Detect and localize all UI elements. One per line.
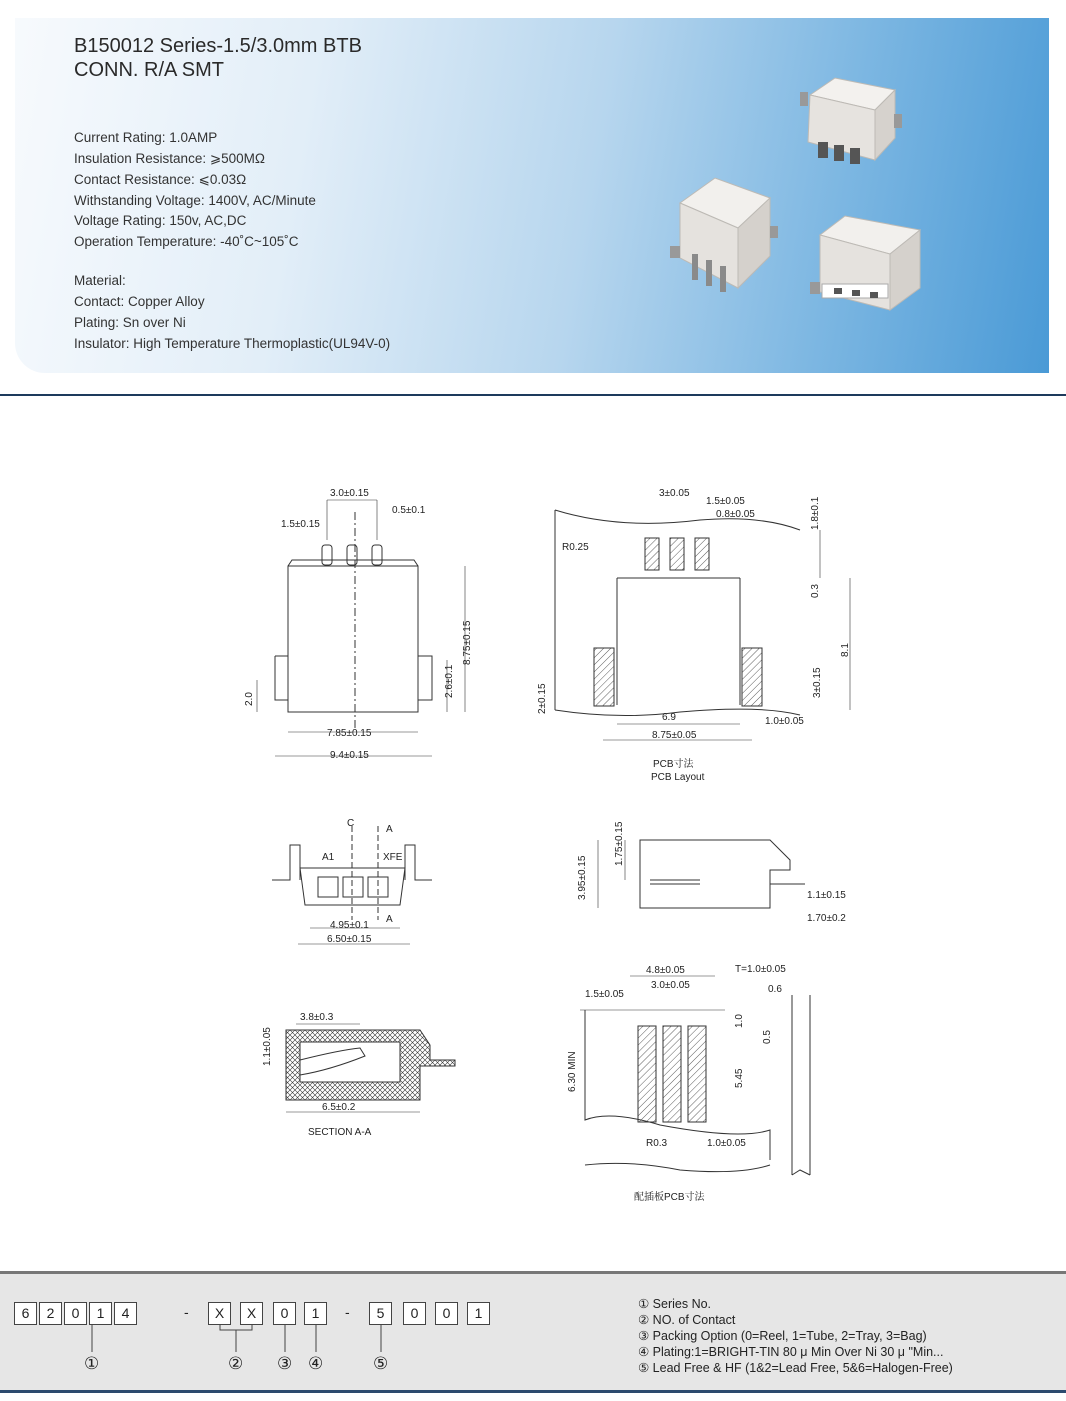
dim-label: 0.6 — [768, 984, 782, 995]
spec-insulation: Insulation Resistance: ⩾500MΩ — [74, 151, 265, 166]
material-contact: Contact: Copper Alloy — [74, 294, 205, 309]
spec-withstanding: Withstanding Voltage: 1400V, AC/Minute — [74, 193, 316, 208]
pn-digit: 2 — [39, 1302, 62, 1325]
dim-label: 1.0±0.05 — [765, 716, 804, 727]
legend-item: ⑤ Lead Free & HF (1&2=Lead Free, 5&6=Halogen-Free) — [638, 1361, 953, 1375]
pn-digit: 6 — [14, 1302, 37, 1325]
dim-label: 1.70±0.2 — [807, 913, 846, 924]
legend-item: ① Series No. — [638, 1297, 712, 1311]
pn-digit: 0 — [403, 1302, 426, 1325]
dim-label: 3.95±0.15 — [577, 855, 588, 900]
dim-label: 9.4±0.15 — [330, 750, 369, 761]
dim-label: 4.95±0.1 — [330, 920, 369, 931]
spec-current: Current Rating: 1.0AMP — [74, 130, 218, 145]
dim-label: 5.45 — [734, 1068, 745, 1088]
dim-label: 1.1±0.05 — [262, 1027, 273, 1066]
dim-label: 0.5±0.1 — [392, 505, 426, 516]
dim-label: XFE — [383, 852, 403, 863]
dim-label: 3±0.05 — [659, 488, 690, 499]
dim-label: 1.0±0.05 — [707, 1138, 746, 1149]
pn-digit: 1 — [89, 1302, 112, 1325]
product-title: B150012 Series-1.5/3.0mm BTB CONN. R/A SMT — [74, 35, 362, 81]
part-number-panel — [0, 1271, 1066, 1393]
dim-label: 1.5±0.15 — [281, 519, 320, 530]
pn-dash: - — [345, 1304, 350, 1320]
dim-label: R0.3 — [646, 1138, 668, 1149]
dim-label: 1.8±0.1 — [810, 496, 821, 530]
legend-item: ③ Packing Option (0=Reel, 1=Tube, 2=Tray, 3=Bag) — [638, 1329, 927, 1343]
caption: PCB寸法 — [653, 759, 694, 770]
dim-label: 8.1 — [840, 643, 851, 657]
dim-label: 6.9 — [662, 712, 676, 723]
spec-contact-resistance: Contact Resistance: ⩽0.03Ω — [74, 172, 247, 187]
dim-label: 6.30 MIN — [567, 1051, 578, 1092]
dim-label: 0.8±0.05 — [716, 509, 755, 520]
dim-label: 3.0±0.15 — [330, 488, 369, 499]
dim-label: 6.5±0.2 — [322, 1102, 356, 1113]
dim-label: 1.0 — [734, 1014, 745, 1028]
dim-label: 3±0.15 — [812, 667, 823, 698]
caption: PCB Layout — [651, 772, 705, 783]
dim-label: 7.85±0.15 — [327, 728, 372, 739]
drawing-front-view — [257, 500, 465, 756]
dim-label: 8.75±0.05 — [652, 730, 697, 741]
dim-label: 1.5±0.05 — [585, 989, 624, 1000]
drawing-pcb-layout — [555, 510, 850, 740]
dim-label: 3.8±0.3 — [300, 1012, 334, 1023]
pn-marker: ② — [228, 1354, 244, 1374]
dim-label: R0.25 — [562, 542, 589, 553]
dim-label: 1.75±0.15 — [614, 821, 625, 866]
drawing-section — [286, 1024, 455, 1112]
pn-digit: 0 — [64, 1302, 87, 1325]
legend-item: ④ Plating:1=BRIGHT-TIN 80 μ Min Over Ni 30 μ "Min... — [638, 1345, 944, 1359]
caption: 配插板PCB寸法 — [634, 1192, 705, 1203]
pn-digit: 5 — [369, 1302, 392, 1325]
pn-digit: 1 — [467, 1302, 490, 1325]
pn-digit: X — [208, 1302, 231, 1325]
pn-marker: ⑤ — [373, 1354, 389, 1374]
pn-digit: 4 — [114, 1302, 137, 1325]
spec-temperature: Operation Temperature: -40˚C~105˚C — [74, 234, 299, 249]
pn-digit: 1 — [304, 1302, 327, 1325]
dim-label: A1 — [322, 852, 335, 863]
dim-label: C — [347, 818, 355, 829]
dim-label: 0.5 — [762, 1030, 773, 1044]
drawing-mating-pcb — [580, 976, 810, 1175]
caption: SECTION A-A — [308, 1127, 372, 1138]
dim-label: 3.0±0.05 — [651, 980, 690, 991]
dim-label: 0.3 — [810, 584, 821, 598]
spec-voltage: Voltage Rating: 150v, AC,DC — [74, 213, 247, 228]
dim-label: A — [386, 824, 393, 835]
pn-digit: 0 — [273, 1302, 296, 1325]
pn-dash: - — [184, 1304, 189, 1320]
dim-label: 1.1±0.15 — [807, 890, 846, 901]
dim-label: A — [386, 914, 393, 925]
dim-label: 6.50±0.15 — [327, 934, 372, 945]
material-insulator: Insulator: High Temperature Thermoplastic(UL94V-0) — [74, 336, 391, 351]
dim-label: 1.5±0.05 — [706, 496, 745, 507]
dim-label: T=1.0±0.05 — [735, 964, 786, 975]
pn-marker: ① — [84, 1354, 100, 1374]
pn-marker: ④ — [308, 1354, 324, 1374]
pn-marker: ③ — [277, 1354, 293, 1374]
material-plating: Plating: Sn over Ni — [74, 315, 186, 330]
pn-digit: 0 — [435, 1302, 458, 1325]
dim-label: 2±0.15 — [537, 683, 548, 714]
dim-label: 2.0 — [244, 692, 255, 706]
material-heading: Material: — [74, 273, 126, 288]
pn-leader-lines — [0, 1274, 500, 1390]
drawing-side-view — [598, 840, 805, 908]
dim-label: 8.75±0.15 — [462, 620, 473, 665]
legend-item: ② NO. of Contact — [638, 1313, 736, 1327]
dim-label: 4.8±0.05 — [646, 965, 685, 976]
dim-label: 2.6±0.1 — [444, 664, 455, 698]
pn-digit: X — [240, 1302, 263, 1325]
